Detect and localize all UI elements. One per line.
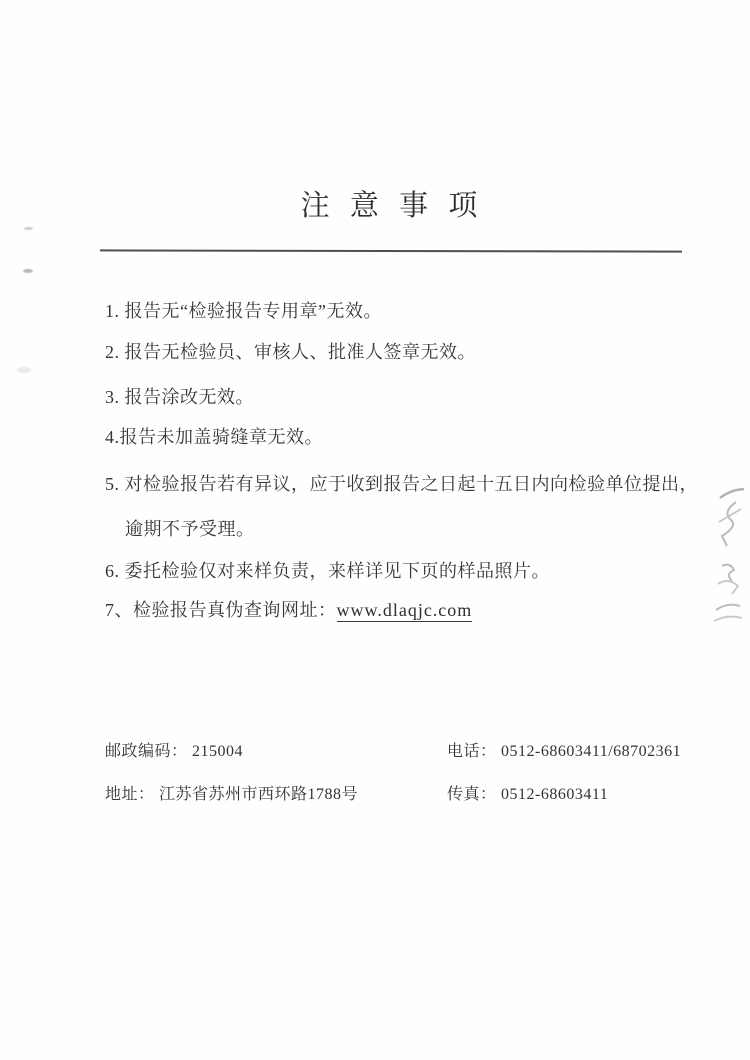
title-divider-line xyxy=(100,249,682,252)
notice-item-7 xyxy=(105,598,472,622)
scan-speck xyxy=(24,227,33,230)
scan-speck xyxy=(17,367,31,373)
fax-line: 传真： 0512-68603411 xyxy=(447,786,609,803)
notice-item-4: 4.报告未加盖骑缝章无效。 xyxy=(105,427,323,447)
notice-item-2: 2. 报告无检验员、审核人、批准人签章无效。 xyxy=(105,342,476,362)
address-line: 地址： 江苏省苏州市西环路1788号 xyxy=(105,786,359,803)
notice-item-5: 5. 对检验报告若有异议，应于收到报告之日起十五日内向检验单位提出，逾期不予受理。 xyxy=(105,474,698,539)
notice-item-3: 3. 报告涂改无效。 xyxy=(105,387,254,407)
notice-item-1: 1. 报告无“检验报告专用章”无效。 xyxy=(105,301,382,321)
phone-line: 电话： 0512-68603411/68702361 xyxy=(447,743,682,760)
notice-item-7-text: 7、检验报告真伪查询网址： xyxy=(105,600,337,620)
verification-url: www.dlaqjc.com xyxy=(336,600,473,620)
page-title: 注 意 事 项 xyxy=(300,190,480,223)
bleedthrough-handwriting-mark xyxy=(706,560,750,642)
bleedthrough-handwriting-mark xyxy=(712,486,748,552)
scan-speck xyxy=(23,269,33,273)
postal-code-line: 邮政编码： 215004 xyxy=(105,743,244,760)
notice-item-6: 6. 委托检验仅对来样负责，来样详见下页的样品照片。 xyxy=(105,561,550,581)
